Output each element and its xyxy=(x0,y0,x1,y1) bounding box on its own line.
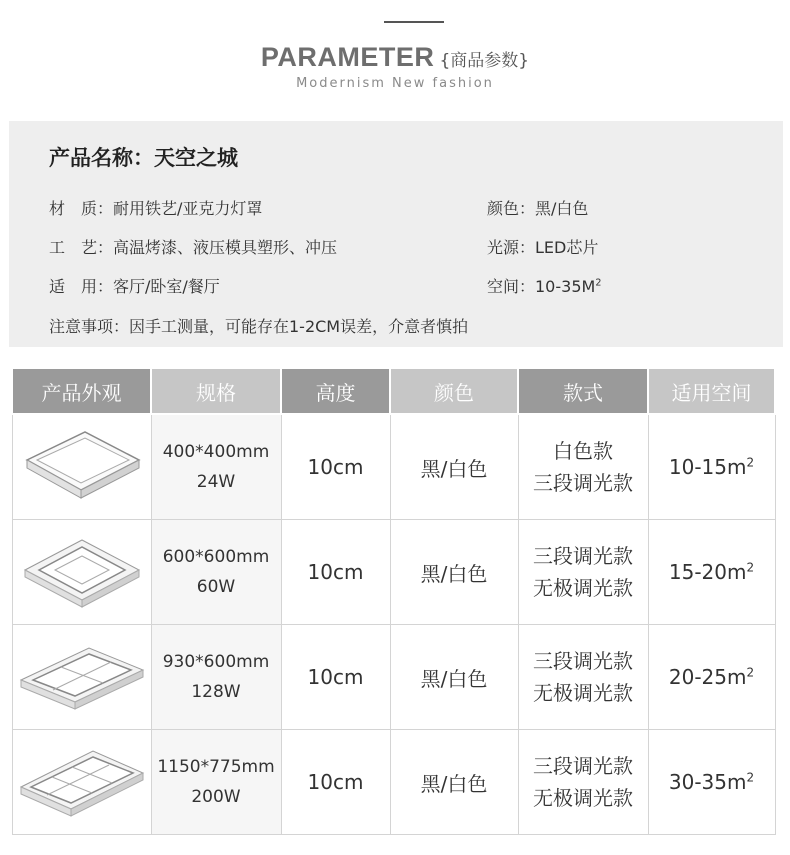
header-spec: 规格 xyxy=(151,368,281,414)
usage-line: 适 用：客厅/卧室/餐厅 xyxy=(49,277,220,296)
spec-cell xyxy=(151,730,281,835)
space-value: 30-35m xyxy=(668,770,747,794)
color-cell: 黑/白色 xyxy=(390,414,518,520)
six-square-ceiling-lamp-icon xyxy=(12,625,151,730)
page-title xyxy=(0,42,790,73)
space-value: 10-15m xyxy=(668,455,747,479)
light-source-line: 光源：LED芯片 xyxy=(487,238,599,257)
color-cell: 黑/白色 xyxy=(390,730,518,835)
spec-size: 930*600mm xyxy=(162,652,270,672)
table-row xyxy=(12,730,775,835)
nine-square-ceiling-lamp-icon xyxy=(12,730,151,835)
space-line xyxy=(487,274,601,297)
product-name: 产品名称：天空之城 xyxy=(49,146,238,170)
header-height: 高度 xyxy=(281,368,390,414)
height-cell: 10cm xyxy=(281,520,390,625)
note-line: 注意事项：因手工测量，可能存在1-2CM误差，介意者慎拍 xyxy=(49,317,469,336)
title-en: PARAMETER xyxy=(260,42,435,72)
style-cell xyxy=(518,730,648,835)
style-line-1: 白色款 xyxy=(553,439,613,463)
color-line: 颜色：黑/白色 xyxy=(487,199,589,218)
height-cell: 10cm xyxy=(281,414,390,520)
table-row xyxy=(12,625,775,730)
style-line-2: 无极调光款 xyxy=(533,681,633,705)
color-cell: 黑/白色 xyxy=(390,520,518,625)
header-appearance: 产品外观 xyxy=(12,368,151,414)
subtitle: Modernism New fashion xyxy=(296,76,494,91)
space-value: 20-25m xyxy=(668,665,747,689)
space-unit-sup: 2 xyxy=(746,770,755,785)
space-text: 空间：10-35M xyxy=(487,277,596,296)
space-sup: 2 xyxy=(595,277,602,289)
space-value: 15-20m xyxy=(668,560,747,584)
space-cell xyxy=(648,625,775,730)
space-cell xyxy=(648,414,775,520)
craft-line: 工 艺：高温烤漆、液压模具塑形、冲压 xyxy=(49,238,338,257)
spec-power: 60W xyxy=(196,577,236,597)
space-unit-sup: 2 xyxy=(746,560,755,575)
style-line-2: 无极调光款 xyxy=(533,786,633,810)
space-unit-sup: 2 xyxy=(746,455,755,470)
style-cell xyxy=(518,520,648,625)
height-cell: 10cm xyxy=(281,625,390,730)
spec-power: 24W xyxy=(196,472,236,492)
style-line-2: 无极调光款 xyxy=(533,576,633,600)
four-square-ceiling-lamp-icon xyxy=(12,520,151,625)
info-panel xyxy=(9,121,783,347)
spec-table xyxy=(11,367,776,835)
header-space: 适用空间 xyxy=(648,368,775,414)
spec-cell xyxy=(151,625,281,730)
spec-power: 200W xyxy=(191,787,241,807)
title-cn: {商品参数} xyxy=(439,51,530,71)
top-divider xyxy=(384,21,444,23)
spec-power: 128W xyxy=(191,682,241,702)
style-line-2: 三段调光款 xyxy=(533,471,633,495)
spec-cell xyxy=(151,414,281,520)
style-line-1: 三段调光款 xyxy=(533,754,633,778)
space-unit-sup: 2 xyxy=(746,665,755,680)
space-cell xyxy=(648,520,775,625)
table-header xyxy=(12,368,775,414)
material-line: 材 质：耐用铁艺/亚克力灯罩 xyxy=(49,199,263,218)
style-cell xyxy=(518,414,648,520)
header-color: 颜色 xyxy=(390,368,518,414)
spec-size: 400*400mm xyxy=(162,442,270,462)
height-cell: 10cm xyxy=(281,730,390,835)
spec-cell xyxy=(151,520,281,625)
style-line-1: 三段调光款 xyxy=(533,649,633,673)
header-style: 款式 xyxy=(518,368,648,414)
table-row xyxy=(12,414,775,520)
space-cell xyxy=(648,730,775,835)
square-ceiling-lamp-icon xyxy=(12,414,151,520)
spec-size: 600*600mm xyxy=(162,547,270,567)
style-line-1: 三段调光款 xyxy=(533,544,633,568)
spec-size: 1150*775mm xyxy=(157,757,275,777)
color-cell: 黑/白色 xyxy=(390,625,518,730)
style-cell xyxy=(518,625,648,730)
table-row xyxy=(12,520,775,625)
